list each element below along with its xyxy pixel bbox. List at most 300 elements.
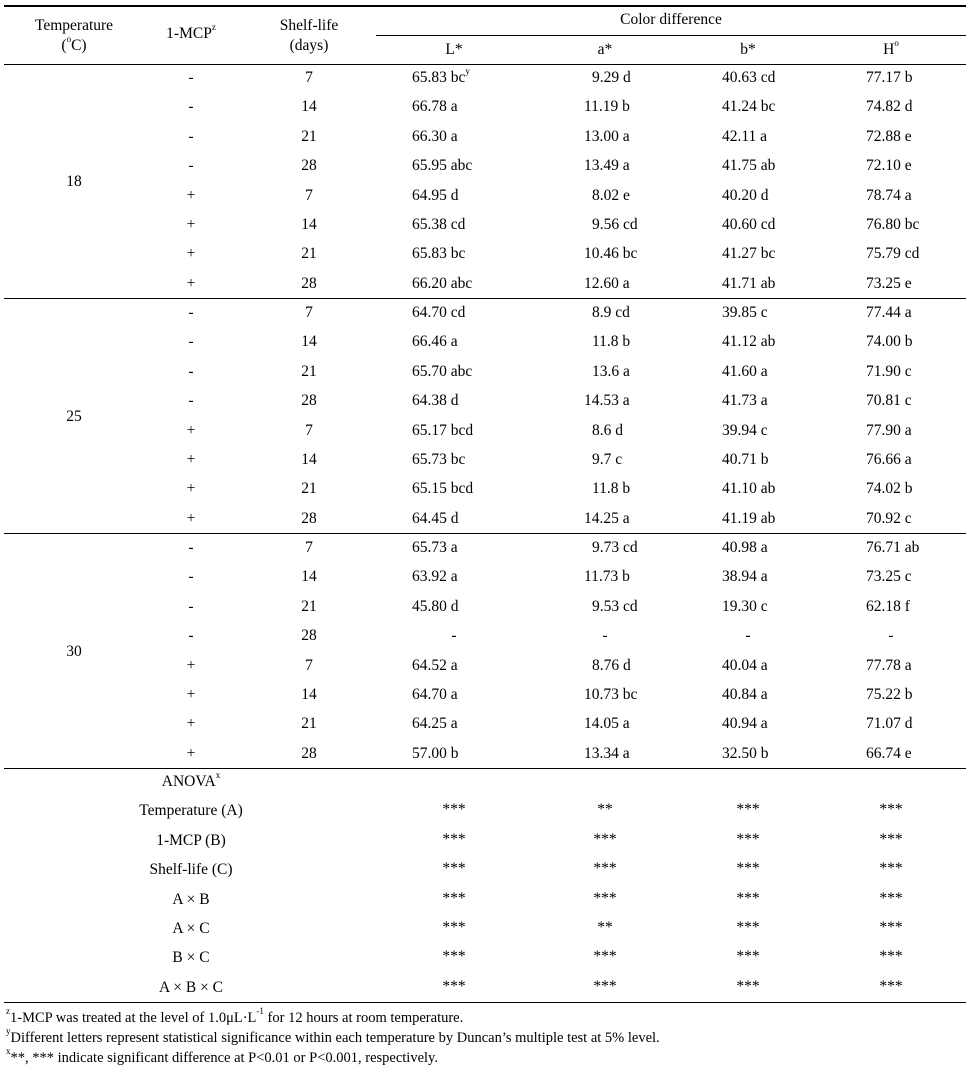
table-bottom-rule bbox=[4, 1002, 966, 1003]
L-value: 65.73 bc bbox=[412, 451, 466, 468]
a-value: 13.00 a bbox=[584, 127, 630, 145]
b-value-cell bbox=[722, 333, 775, 351]
mcp-cell: - bbox=[188, 157, 194, 175]
mcp-cell: - bbox=[188, 627, 194, 645]
shelf-life-cell: 28 bbox=[301, 274, 317, 292]
mcp-cell: + bbox=[186, 274, 196, 292]
a-value-cell bbox=[592, 333, 630, 351]
mcp-cell: + bbox=[186, 744, 196, 762]
shelf-life-cell: 21 bbox=[301, 480, 317, 498]
L-value: 57.00 b bbox=[412, 744, 459, 762]
mcp-cell: + bbox=[186, 216, 196, 233]
H-value: 76.80 bc bbox=[866, 216, 920, 233]
b-value: 40.71 b bbox=[722, 451, 769, 468]
mcp-cell: - bbox=[188, 362, 194, 380]
L-value-cell bbox=[412, 65, 470, 87]
H-value-cell bbox=[866, 187, 912, 205]
b-value: 40.84 a bbox=[722, 686, 768, 703]
shelf-life-cell: 14 bbox=[301, 686, 317, 703]
a-value-cell bbox=[592, 363, 630, 381]
H-value-cell bbox=[866, 686, 913, 704]
L-value: 64.52 a bbox=[412, 656, 458, 674]
b-value: 40.98 a bbox=[722, 539, 768, 556]
L-value-cell bbox=[412, 539, 458, 557]
a-value: 11.8 b bbox=[592, 480, 631, 498]
temperature-header-label: Temperature bbox=[34, 17, 114, 34]
anova-significance-L: *** bbox=[442, 948, 466, 966]
H-value-cell bbox=[866, 216, 919, 234]
a-value: 8.9 cd bbox=[592, 304, 630, 321]
H-value-cell bbox=[866, 245, 919, 263]
H-value: 73.25 e bbox=[866, 274, 912, 292]
shelf-life-cell: 7 bbox=[305, 304, 313, 321]
b-value-cell bbox=[722, 187, 769, 205]
shelf-life-cell: 28 bbox=[301, 392, 317, 410]
L-value-cell bbox=[412, 715, 458, 733]
anova-significance-L: *** bbox=[442, 801, 466, 819]
L-value: 65.17 bcd bbox=[412, 421, 474, 439]
footnote-text-end: for 12 hours at room temperature. bbox=[263, 1010, 464, 1026]
mcp-cell: + bbox=[186, 245, 196, 263]
a-value-cell bbox=[592, 69, 631, 87]
a-value-cell bbox=[584, 98, 630, 116]
anova-title bbox=[161, 769, 221, 791]
group-separator-1 bbox=[4, 298, 966, 299]
footnote-text: **, *** indicate significant difference at P<0.01 or P<0.001, respectively. bbox=[10, 1050, 438, 1066]
b-value-cell bbox=[722, 304, 768, 322]
L-value-cell bbox=[412, 422, 473, 440]
a-value: 10.73 bc bbox=[584, 686, 638, 703]
shelf-life-cell: 14 bbox=[301, 568, 317, 586]
footnote-marker: x bbox=[6, 1046, 11, 1057]
H-value: 62.18 f bbox=[866, 597, 910, 615]
b-value: 40.60 cd bbox=[722, 216, 776, 233]
H-value-cell bbox=[866, 69, 913, 87]
a-value: 9.29 d bbox=[592, 69, 631, 86]
b-value: 41.19 ab bbox=[722, 509, 776, 527]
a-value: 14.25 a bbox=[584, 509, 630, 527]
a-value-cell bbox=[584, 392, 630, 410]
shelf-life-cell: 21 bbox=[301, 245, 317, 263]
table-top-rule bbox=[4, 5, 966, 7]
L-value-cell bbox=[412, 686, 458, 704]
a-value: 9.53 cd bbox=[592, 597, 638, 615]
a-value-cell bbox=[592, 304, 630, 322]
H-value: 70.92 c bbox=[866, 509, 912, 527]
H-value-cell bbox=[866, 480, 913, 498]
a-value: 11.73 b bbox=[584, 568, 630, 586]
b-value-cell bbox=[722, 539, 768, 557]
b-value: 41.75 ab bbox=[722, 157, 776, 175]
anova-significance-a: ** bbox=[597, 801, 613, 819]
anova-significance-b: *** bbox=[736, 977, 760, 995]
footnote-marker: y bbox=[6, 1026, 11, 1037]
b-value: 40.20 d bbox=[722, 186, 769, 204]
b-value: 41.73 a bbox=[722, 392, 768, 410]
a-value: 13.6 a bbox=[592, 362, 630, 380]
temperature-group-label: 18 bbox=[66, 172, 82, 190]
L-value: 65.38 cd bbox=[412, 216, 466, 233]
a-value: 11.8 b bbox=[592, 333, 631, 351]
anova-factor-label: A × C bbox=[172, 920, 210, 937]
mcp-cell: + bbox=[186, 656, 196, 674]
anova-title-text: ANOVA bbox=[161, 773, 216, 790]
H-value: 74.82 d bbox=[866, 98, 913, 116]
H-value-cell bbox=[866, 333, 913, 351]
group-separator-2 bbox=[4, 533, 966, 534]
mcp-cell: - bbox=[188, 597, 194, 615]
b-value-cell bbox=[722, 69, 775, 87]
L-header: L* bbox=[445, 41, 463, 58]
b-value: 40.94 a bbox=[722, 715, 768, 733]
H-value: 74.00 b bbox=[866, 333, 913, 351]
shelf-life-cell: 28 bbox=[301, 509, 317, 527]
anova-significance-b: *** bbox=[736, 919, 760, 936]
a-value-cell bbox=[592, 187, 630, 205]
color-difference-rule bbox=[376, 35, 966, 36]
mcp-cell: - bbox=[188, 539, 194, 556]
shelf-life-cell: 28 bbox=[301, 744, 317, 762]
shelf-life-header: Shelf-life (days) bbox=[279, 17, 339, 54]
mcp-cell: - bbox=[188, 304, 194, 321]
mcp-cell: - bbox=[188, 127, 194, 145]
anova-significance-H: *** bbox=[879, 801, 903, 819]
a-value-cell bbox=[584, 715, 630, 733]
anova-significance-L: *** bbox=[442, 977, 466, 995]
L-value-cell bbox=[412, 392, 459, 410]
L-value-cell bbox=[412, 216, 465, 234]
H-value: 73.25 c bbox=[866, 568, 912, 586]
header-bottom-rule bbox=[4, 64, 966, 65]
a-value-cell bbox=[584, 245, 637, 263]
L-value-cell bbox=[412, 598, 459, 616]
L-value-cell bbox=[412, 363, 472, 381]
H-value-cell bbox=[866, 98, 913, 116]
L-value: 66.78 a bbox=[412, 98, 458, 116]
shelf-life-cell: 14 bbox=[301, 98, 317, 116]
H-value: 72.10 e bbox=[866, 157, 912, 175]
b-value-cell bbox=[722, 422, 768, 440]
mcp-cell: + bbox=[186, 509, 196, 527]
mcp-cell: - bbox=[188, 69, 194, 86]
a-value-cell bbox=[592, 657, 631, 675]
footnote-x bbox=[6, 1046, 438, 1067]
H-value: 74.02 b bbox=[866, 480, 913, 498]
b-value: 39.94 c bbox=[722, 421, 768, 439]
b-value-cell bbox=[722, 715, 768, 733]
mcp-cell: - bbox=[188, 392, 194, 410]
H-value-cell bbox=[866, 568, 912, 586]
anova-factor-label: A × B bbox=[172, 890, 210, 908]
H-value: 77.17 b bbox=[866, 69, 913, 86]
color-difference-header: Color difference bbox=[620, 11, 722, 28]
L-value: 65.15 bcd bbox=[412, 480, 474, 498]
anova-separator bbox=[4, 768, 966, 769]
a-value: 9.73 cd bbox=[592, 539, 638, 556]
L-value: 64.38 d bbox=[412, 392, 459, 410]
b-value-cell bbox=[722, 275, 775, 293]
anova-significance-H: *** bbox=[879, 948, 903, 966]
L-value-cell bbox=[412, 187, 459, 205]
b-value: 41.71 ab bbox=[722, 274, 776, 292]
a-value-cell bbox=[592, 598, 638, 616]
footnote-text: Different letters represent statistical significance within each temperature by Duncan’s multiple test at 5% level. bbox=[10, 1030, 660, 1046]
b-value-cell bbox=[722, 392, 768, 410]
b-value-cell bbox=[722, 568, 768, 586]
shelf-life-cell: 7 bbox=[305, 186, 313, 204]
a-value: 14.53 a bbox=[584, 392, 630, 410]
a-value-cell bbox=[584, 275, 630, 293]
a-value: 13.49 a bbox=[584, 157, 630, 175]
anova-significance-L: *** bbox=[442, 889, 466, 907]
anova-significance-L: *** bbox=[442, 860, 466, 878]
mcp-cell: + bbox=[186, 451, 196, 468]
L-value-cell bbox=[412, 157, 472, 175]
L-value: 65.83 bc bbox=[412, 69, 466, 86]
b-value-cell bbox=[722, 245, 775, 263]
H-value: 76.66 a bbox=[866, 451, 912, 468]
L-value-cell bbox=[412, 245, 465, 263]
mcp-cell: + bbox=[186, 186, 196, 204]
b-value: 41.60 a bbox=[722, 362, 768, 380]
L-value: 65.95 abc bbox=[412, 157, 473, 175]
anova-factor-label: Shelf-life (C) bbox=[149, 861, 233, 879]
a-value: 8.02 e bbox=[592, 186, 630, 204]
shelf-life-cell: 7 bbox=[305, 656, 313, 674]
L-value: 66.30 a bbox=[412, 127, 458, 145]
b-value-cell bbox=[722, 480, 775, 498]
a-value: 10.46 bc bbox=[584, 245, 638, 263]
H-value-cell bbox=[866, 422, 912, 440]
b-value: 40.63 cd bbox=[722, 69, 776, 86]
a-value-cell bbox=[592, 480, 630, 498]
b-value-cell bbox=[722, 128, 767, 146]
H-value-cell bbox=[866, 128, 912, 146]
footnote-exponent: -1 bbox=[256, 1006, 264, 1017]
H-value-cell bbox=[866, 598, 910, 616]
a-value: 8.76 d bbox=[592, 656, 631, 674]
a-value: 9.56 cd bbox=[592, 216, 638, 233]
L-value-cell bbox=[412, 128, 458, 146]
shelf-life-cell: 7 bbox=[305, 421, 313, 439]
b-value: 39.85 c bbox=[722, 304, 768, 321]
anova-significance-L: *** bbox=[442, 830, 466, 848]
L-value: 64.45 d bbox=[412, 509, 459, 527]
a-value: 11.19 b bbox=[584, 98, 630, 116]
L-value-cell bbox=[412, 275, 472, 293]
H-value: 66.74 e bbox=[866, 744, 912, 762]
anova-significance-b: *** bbox=[736, 860, 760, 878]
temperature-header-unit: ($^o$C) bbox=[61, 33, 87, 54]
L-value-cell bbox=[412, 568, 458, 586]
shelf-life-cell: 21 bbox=[301, 715, 317, 733]
a-value: 8.6 d bbox=[592, 421, 623, 439]
H-value-cell bbox=[866, 715, 913, 733]
b-value: 40.04 a bbox=[722, 656, 768, 674]
a-value-cell bbox=[584, 686, 637, 704]
footnote-text: 1-MCP was treated at the level of 1.0μL·L bbox=[10, 1010, 257, 1026]
anova-factor-label: B × C bbox=[172, 949, 210, 967]
b-value: 19.30 c bbox=[722, 597, 768, 615]
b-value-cell bbox=[722, 598, 768, 616]
footnote-z bbox=[6, 1006, 464, 1027]
L-value-cell: - bbox=[451, 627, 457, 645]
a-value-cell bbox=[592, 539, 638, 557]
anova-significance-H: *** bbox=[879, 860, 903, 878]
L-value-cell bbox=[412, 480, 473, 498]
a-value: 9.7 c bbox=[592, 451, 623, 468]
mcp-cell: - bbox=[188, 98, 194, 116]
H-value-cell bbox=[866, 539, 919, 557]
L-value: 45.80 d bbox=[412, 597, 459, 615]
a-value-cell: - bbox=[602, 627, 608, 645]
anova-significance-a: *** bbox=[593, 889, 617, 907]
H-value-cell bbox=[866, 363, 912, 381]
H-value: 77.44 a bbox=[866, 304, 912, 321]
H-value: 75.79 cd bbox=[866, 245, 920, 263]
a-value-cell bbox=[584, 157, 630, 175]
anova-significance-a: *** bbox=[593, 977, 617, 995]
L-value: 64.25 a bbox=[412, 715, 458, 733]
a-value: 13.34 a bbox=[584, 744, 630, 762]
anova-significance-H: *** bbox=[879, 830, 903, 848]
a-value-cell bbox=[584, 128, 630, 146]
H-value-cell bbox=[866, 510, 912, 528]
footnote-marker: y bbox=[465, 65, 470, 76]
H-value: 72.88 e bbox=[866, 127, 912, 145]
b-value: 38.94 a bbox=[722, 568, 768, 586]
footnote-marker: z bbox=[6, 1006, 10, 1017]
a-header: a* bbox=[597, 41, 613, 58]
anova-significance-a: *** bbox=[593, 860, 617, 878]
mcp-cell: + bbox=[186, 421, 196, 439]
H-value: 75.22 b bbox=[866, 686, 913, 703]
anova-significance-b: *** bbox=[736, 830, 760, 848]
a-value: 14.05 a bbox=[584, 715, 630, 733]
L-value: 66.20 abc bbox=[412, 274, 473, 292]
shelf-life-cell: 14 bbox=[301, 216, 317, 233]
b-header: b* bbox=[740, 41, 756, 58]
b-value-cell bbox=[722, 363, 768, 381]
L-value-cell bbox=[412, 745, 459, 763]
b-value: 41.27 bc bbox=[722, 245, 776, 263]
L-value: 63.92 a bbox=[412, 568, 458, 586]
anova-significance-H: *** bbox=[879, 919, 903, 936]
H-value-cell bbox=[866, 657, 912, 675]
b-value-cell bbox=[722, 451, 769, 469]
footnote-y bbox=[6, 1026, 660, 1047]
H-value-cell bbox=[866, 304, 912, 322]
H-value-cell bbox=[866, 157, 912, 175]
shelf-life-cell: 21 bbox=[301, 597, 317, 615]
L-value-cell bbox=[412, 333, 458, 351]
a-value-cell bbox=[592, 451, 622, 469]
L-value-cell bbox=[412, 510, 459, 528]
H-value-cell: - bbox=[888, 627, 894, 645]
H-value-cell bbox=[866, 451, 912, 469]
b-value-cell bbox=[722, 98, 775, 116]
a-value-cell bbox=[584, 568, 630, 586]
shelf-life-cell: 21 bbox=[301, 362, 317, 380]
b-value: 42.11 a bbox=[722, 127, 768, 145]
shelf-life-cell: 28 bbox=[301, 627, 317, 645]
shelf-life-cell: 14 bbox=[301, 333, 317, 351]
a-value-cell bbox=[592, 422, 623, 440]
H-value-cell bbox=[866, 275, 912, 293]
L-value-cell bbox=[412, 451, 465, 469]
shelf-life-cell: 21 bbox=[301, 127, 317, 145]
shelf-life-cell: 7 bbox=[305, 539, 313, 556]
L-value-cell bbox=[412, 657, 458, 675]
anova-factor-label: 1-MCP (B) bbox=[156, 831, 226, 849]
H-value-cell bbox=[866, 392, 912, 410]
anova-significance-a: ** bbox=[597, 919, 613, 936]
anova-significance-L: *** bbox=[442, 919, 466, 936]
a-value-cell bbox=[584, 745, 630, 763]
L-value: 65.70 abc bbox=[412, 362, 473, 380]
anova-significance-b: *** bbox=[736, 801, 760, 819]
b-value-cell bbox=[722, 510, 775, 528]
mcp-header: 1-MCP$^z$ bbox=[166, 21, 216, 42]
mcp-cell: + bbox=[186, 715, 196, 733]
b-value-cell bbox=[722, 216, 775, 234]
H-header: $H^o$ bbox=[883, 37, 899, 58]
mcp-cell: + bbox=[186, 480, 196, 498]
L-value: 65.73 a bbox=[412, 539, 458, 556]
H-value: 76.71 ab bbox=[866, 539, 920, 556]
anova-significance-b: *** bbox=[736, 948, 760, 966]
anova-significance-a: *** bbox=[593, 830, 617, 848]
mcp-cell: + bbox=[186, 686, 196, 703]
b-value-cell: - bbox=[745, 627, 751, 645]
b-value-cell bbox=[722, 157, 775, 175]
a-value-cell bbox=[592, 216, 638, 234]
mcp-cell: - bbox=[188, 333, 194, 351]
temperature-header bbox=[35, 16, 113, 56]
H-value: 77.78 a bbox=[866, 656, 912, 674]
L-value: 64.70 a bbox=[412, 686, 458, 703]
L-value: 64.70 cd bbox=[412, 304, 466, 321]
L-value: 66.46 a bbox=[412, 333, 458, 351]
a-value-cell bbox=[584, 510, 630, 528]
b-value-cell bbox=[722, 686, 768, 704]
L-value-cell bbox=[412, 304, 465, 322]
H-value: 71.07 d bbox=[866, 715, 913, 733]
temperature-group-label: 30 bbox=[66, 642, 82, 660]
H-value: 78.74 a bbox=[866, 186, 912, 204]
a-value: 12.60 a bbox=[584, 274, 630, 292]
anova-significance-H: *** bbox=[879, 977, 903, 995]
b-value: 41.24 bc bbox=[722, 98, 776, 116]
b-value: 41.12 ab bbox=[722, 333, 776, 351]
b-value-cell bbox=[722, 657, 768, 675]
anova-factor-label: Temperature (A) bbox=[139, 802, 243, 820]
b-value: 41.10 ab bbox=[722, 480, 776, 498]
shelf-life-cell: 28 bbox=[301, 157, 317, 175]
anova-significance-a: *** bbox=[593, 948, 617, 966]
shelf-life-cell: 7 bbox=[305, 69, 313, 86]
H-value: 77.90 a bbox=[866, 421, 912, 439]
shelf-life-cell: 14 bbox=[301, 451, 317, 468]
mcp-cell: - bbox=[188, 568, 194, 586]
temperature-group-label: 25 bbox=[66, 407, 82, 425]
L-value-cell bbox=[412, 98, 458, 116]
L-value: 64.95 d bbox=[412, 186, 459, 204]
anova-factor-label: A × B × C bbox=[159, 978, 223, 996]
H-value: 71.90 c bbox=[866, 362, 912, 380]
footnote-marker: x bbox=[215, 769, 221, 780]
anova-significance-H: *** bbox=[879, 889, 903, 907]
